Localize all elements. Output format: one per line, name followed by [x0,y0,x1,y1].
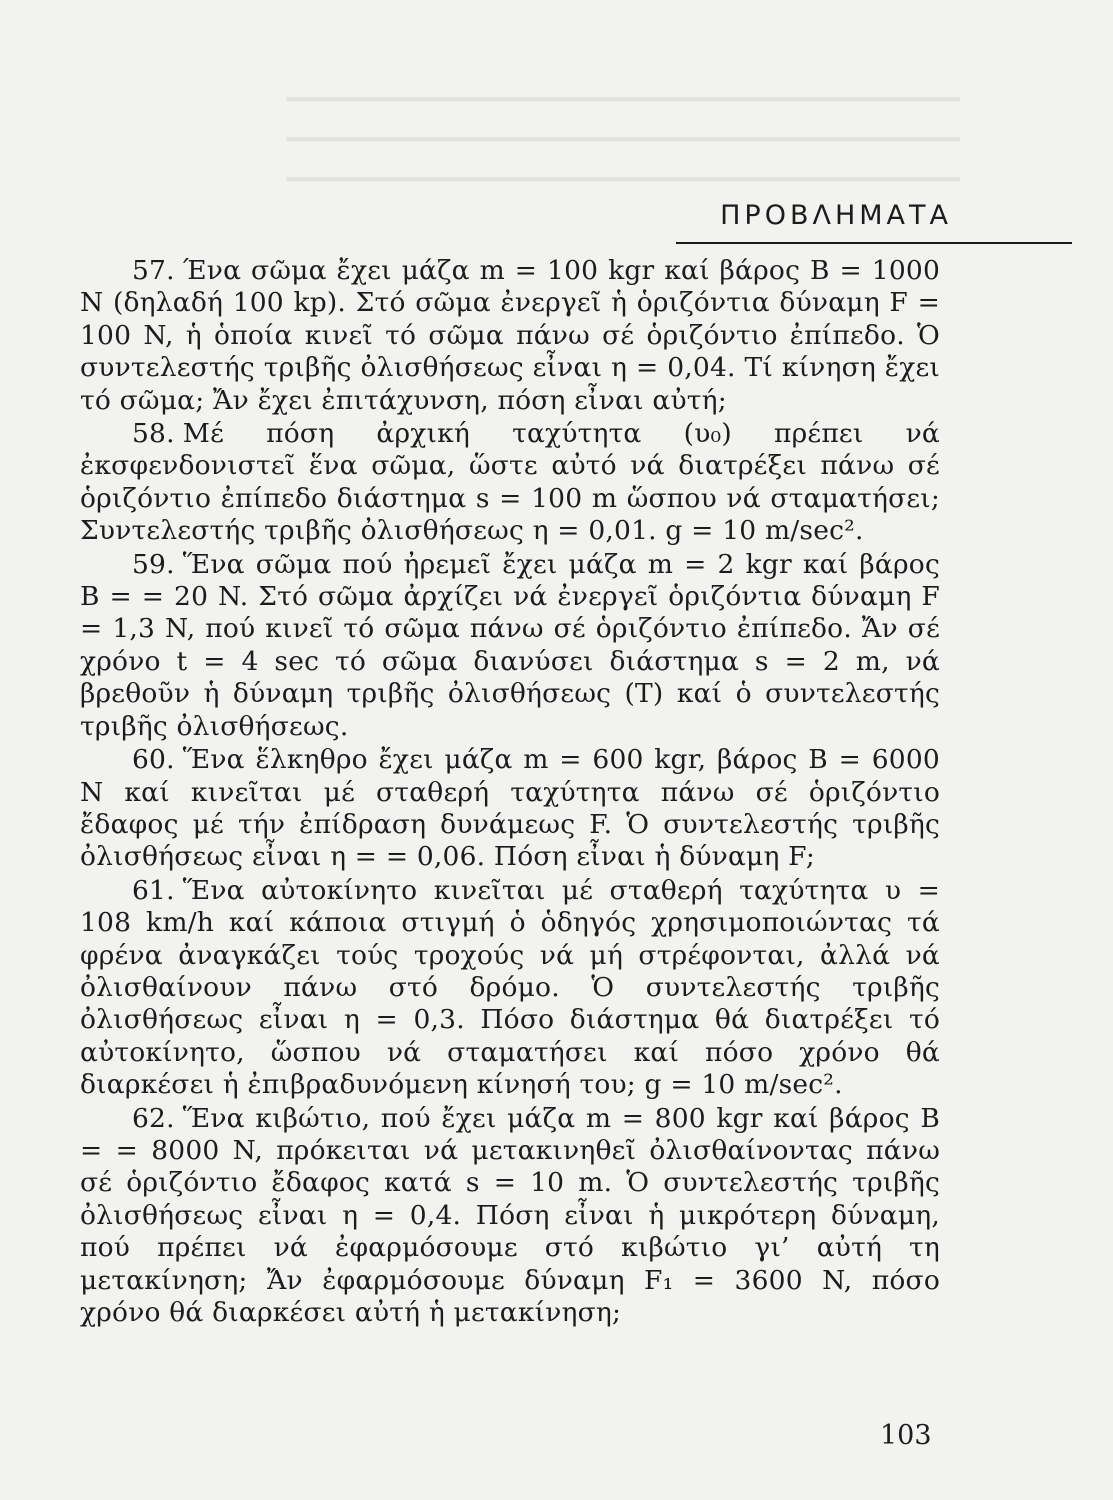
problem-number: 58. [132,418,175,450]
problem-text: Ένα σῶμα ἔχει μάζα m = 100 kgr καί βάρος B = 1000 N (δηλαδή 100 kp). Στό σῶμα ἐνεργεῖ ἡ ὁριζόντια δύναμη F = 100 N, ἡ ὁποία κινεῖ τό σῶμα πάνω σέ ὁριζόντιο ἐπίπεδο. Ὁ συντελεστής τριβῆς ὀλισθήσεως εἶναι η = 0,04. Τί κίνηση ἔχει τό σῶμα; Ἄν ἔχει ἐπιτάχυνση, πόση εἶναι αὐτή; [80,255,940,416]
problem-text: Ἕνα κιβώτιο, πού ἔχει μάζα m = 800 kgr καί βάρος B = = 8000 N, πρόκειται νά μετακινηθεῖ ὀλισθαίνοντας πάνω σέ ὁριζόντιο ἔδαφος κατά s = 10 m. Ὁ συντελεστής τριβῆς ὀλισθήσεως εἶναι η = 0,4. Πόση εἶναι ἡ μικρότερη δύναμη, πού πρέπει νά ἐφαρμόσουμε στό κιβώτιο γι’ αὐτή τη μετακίνηση; Ἄν ἐφαρμόσουμε δύναμη F₁ = 3600 N, πόσο χρόνο θά διαρκέσει αὐτή ἡ μετακίνηση; [80,1102,940,1328]
problem-number: 62. [132,1102,175,1134]
problem-number: 61. [132,874,175,906]
problem-59 [80,549,940,743]
problem-text: Ἕνα σῶμα πού ἠρεμεῖ ἔχει μάζα m = 2 kgr καί βάρος B = = 20 N. Στό σῶμα ἀρχίζει νά ἐνεργεῖ ὁριζόντια δύναμη F = 1,3 N, πού κινεῖ τό σῶμα πάνω σέ ὁριζόντιο ἐπίπεδο. Ἄν σέ χρόνο t = 4 sec τό σῶμα διανύσει διάστημα s = 2 m, νά βρεθοῦν ἡ δύναμη τριβῆς ὀλισθήσεως (T) καί ὁ συντελεστής τριβῆς ὀλισθήσεως. [80,548,940,742]
problem-58 [80,418,940,548]
problem-number: 60. [132,744,175,776]
header-rule [676,242,1072,244]
section-title: ΠΡΟΒΛΗΜΑΤΑ [720,200,952,231]
problem-57 [80,255,940,417]
bleed-through-texture: ━━━━━━━━━━━━━━━━━━━━━━━━━━━━━━━━━━━━━━━━━━━ ━━━━━━━━━━━━━━━━━━━━━━━━━━━━━━━━━━━━━━━━━━━ ━━━━━━━━━━━━━━━━━━━━━━━━━━━━━━━━━━━━━━━━━━━ [286,85,960,195]
problem-text: Μέ πόση ἀρχική ταχύτητα (υ₀) πρέπει νά ἐκσφενδονιστεῖ ἕνα σῶμα, ὥστε αὐτό νά διατρέξει πάνω σέ ὁριζόντιο ἐπίπεδο διάστημα s = 100 m ὥσπου νά σταματήσει; Συντελεστής τριβῆς ὀλισθήσεως η = 0,01. g = 10 m/sec². [80,418,940,547]
problem-number: 57. [132,255,175,286]
problem-number: 59. [132,548,175,580]
problem-61 [80,875,940,1102]
problem-text: Ἕνα αὐτοκίνητο κινεῖται μέ σταθερή ταχύτητα υ = 108 km/h καί κάποια στιγμή ὁ ὁδηγός χρησιμοποιώντας τά φρένα ἀναγκάζει τούς τροχούς νά μή στρέφονται, ἀλλά νά ὀλισθαίνουν πάνω στό δρόμο. Ὁ συντελεστής τριβῆς ὀλισθήσεως εἶναι η = 0,3. Πόσο διάστημα θά διατρέξει τό αὐτοκίνητο, ὥσπου νά σταματήσει καί πόσο χρόνο θά διαρκέσει ἡ ἐπιβραδυνόμενη κίνησή του; g = 10 m/sec². [80,874,940,1101]
problem-text: Ἕνα ἕλκηθρο ἔχει μάζα m = 600 kgr, βάρος B = 6000 N καί κινεῖται μέ σταθερή ταχύτητα πάνω σέ ὁριζόντιο ἔδαφος μέ τήν ἐπίδραση δυνάμεως F. Ὁ συντελεστής τριβῆς ὀλισθήσεως εἶναι η = = 0,06. Πόση εἶναι ἡ δύναμη F; [80,744,940,873]
problem-list [80,255,940,1330]
section-header [680,200,1072,231]
page-number: 103 [880,1420,932,1451]
problem-62 [80,1103,940,1330]
problem-60 [80,744,940,874]
